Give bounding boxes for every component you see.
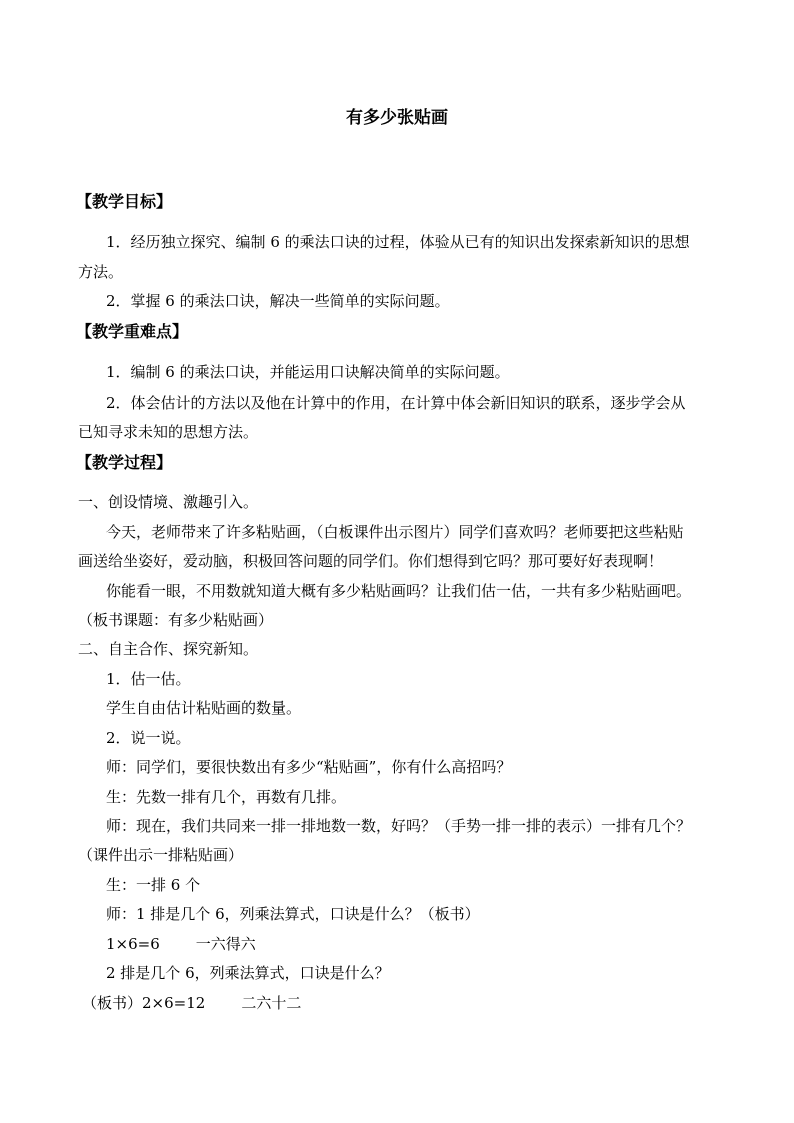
equation: 1×6=6: [106, 935, 160, 953]
equation: （板书）2×6=12: [82, 994, 206, 1012]
paragraph-line: 师：1 排是几个 6，列乘法算式，口诀是什么？（板书）: [106, 905, 480, 923]
paragraph-line: 生：先数一排有几个，再数有几排。: [106, 788, 347, 806]
process-step-2-heading: 二、自主合作、探究新知。: [78, 640, 259, 658]
keypoint-2-line-1: 2．体会估计的方法以及他在计算中的作用，在计算中体会新旧知识的联系，逐步学会从: [106, 394, 686, 412]
process-step-1-heading: 一、创设情境、激趣引入。: [78, 493, 259, 511]
paragraph-line: 2 排是几个 6，列乘法算式，口诀是什么？: [106, 964, 390, 982]
paragraph-line: 生：一排 6 个: [106, 876, 201, 894]
objective-2: 2．掌握 6 的乘法口诀，解决一些简单的实际问题。: [106, 292, 450, 310]
paragraph-line: 师：现在，我们共同来一排一排地数一数，好吗？（手势一排一排的表示）一排有几个？: [106, 817, 692, 835]
multiplication-rhyme: 一六得六: [195, 935, 256, 953]
paragraph-line: 2．说一说。: [106, 729, 191, 747]
paragraph-line: 师：同学们，要很快数出有多少“粘贴画”，你有什么高招吗？: [106, 758, 512, 776]
paragraph-line: （课件出示一排粘贴画）: [78, 846, 244, 864]
section-heading-keypoints: 【教学重难点】: [76, 322, 189, 341]
section-heading-objectives: 【教学目标】: [76, 192, 173, 211]
keypoint-2-line-2: 已知寻求未知的思想方法。: [78, 423, 259, 441]
paragraph-line: 学生自由估计粘贴画的数量。: [106, 699, 302, 717]
paragraph-line: 你能看一眼，不用数就知道大概有多少粘贴画吗？让我们估一估，一共有多少粘贴画吧。: [106, 582, 692, 600]
objective-1-line-2: 方法。: [78, 263, 124, 281]
equation-line: [106, 934, 756, 954]
section-heading-process: 【教学过程】: [76, 453, 173, 472]
paragraph-line: 1．估一估。: [106, 670, 191, 688]
equation-line: [82, 993, 732, 1013]
objective-1-line-1: 1．经历独立探究、编制 6 的乘法口诀的过程，体验从已有的知识出发探索新知识的思想: [106, 233, 690, 251]
paragraph-line: （板书课题：有多少粘贴画）: [78, 611, 274, 629]
multiplication-rhyme: 二六十二: [241, 994, 302, 1012]
paragraph-line: 画送给坐姿好，爱动脑，积极回答问题的同学们。你们想得到它吗？那可要好好表现啊！: [78, 552, 664, 570]
keypoint-1: 1．编制 6 的乘法口诀，并能运用口诀解决简单的实际问题。: [106, 363, 510, 381]
paragraph-line: 今天，老师带来了许多粘贴画，（白板课件出示图片）同学们喜欢吗？老师要把这些粘贴: [106, 523, 684, 541]
page-title: 有多少张贴画: [346, 108, 448, 128]
